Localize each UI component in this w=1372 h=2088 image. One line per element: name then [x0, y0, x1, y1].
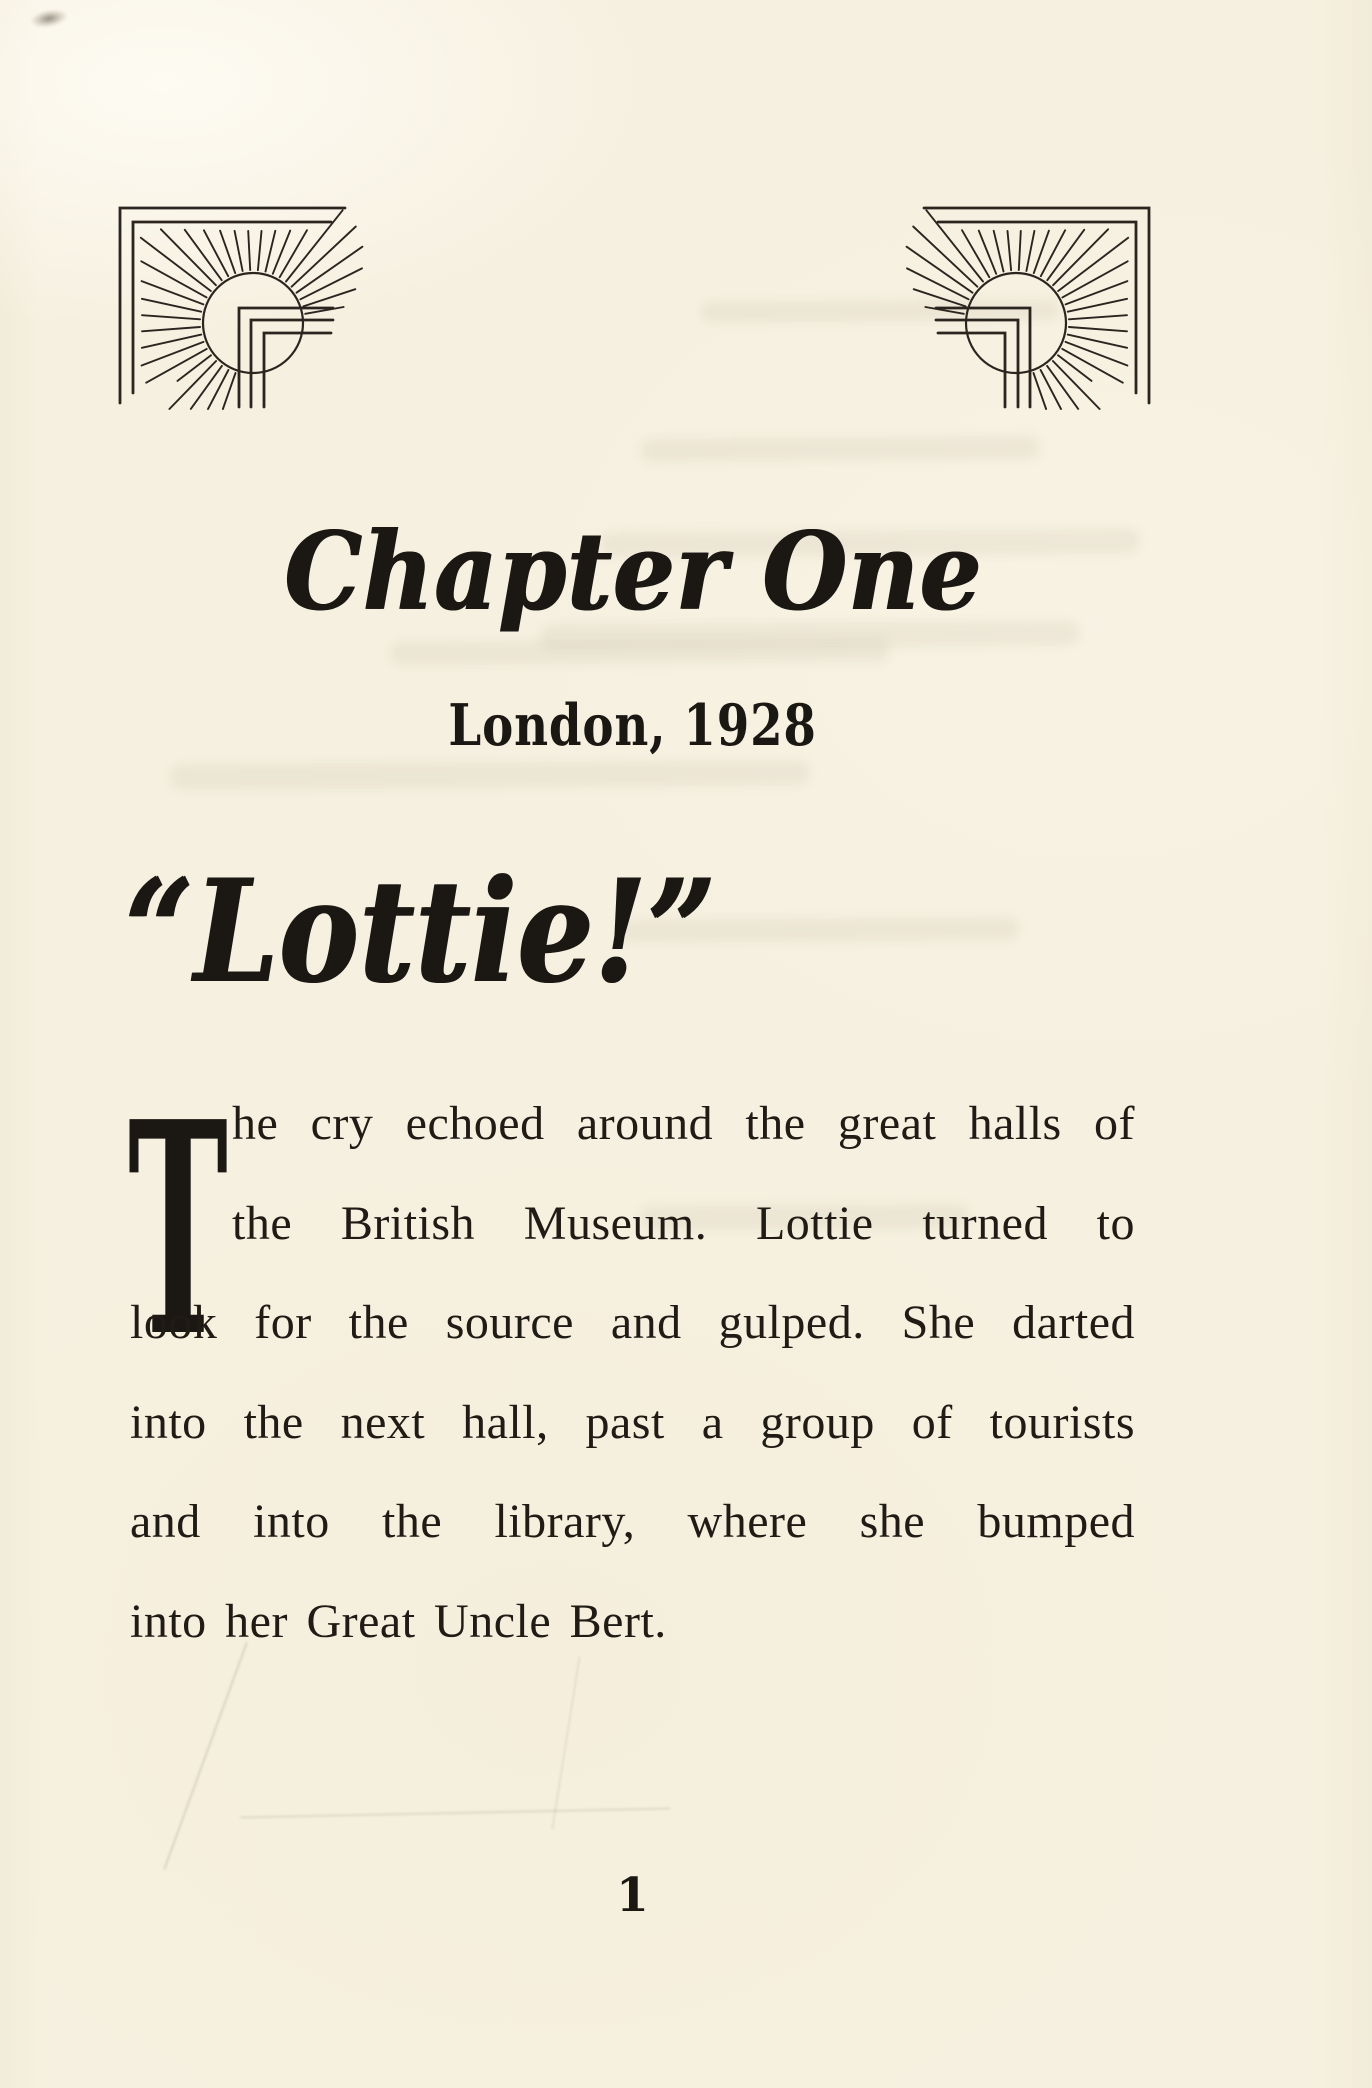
chapter-opening — [124, 0, 1135, 2088]
drop-cap: T — [128, 1058, 228, 1401]
chapter-subtitle — [130, 692, 1135, 759]
body-line: into her Great Uncle Bert. — [130, 1594, 667, 1648]
body-line: and into the library, where she bumped — [130, 1495, 1135, 1548]
body-line: the British Museum. Lottie turned to — [232, 1196, 1135, 1250]
opening-exclamation-text: “Lottie!” — [124, 849, 716, 1015]
chapter-title — [130, 508, 1135, 638]
body-line: look for the source and gulped. She darted — [130, 1296, 1135, 1349]
chapter-subtitle-text: London, 1928 — [448, 692, 817, 759]
chapter-title-text: Chapter One — [283, 509, 982, 635]
body-text — [128, 1058, 1135, 1671]
scan-smudge — [29, 7, 69, 30]
page-number: 1 — [616, 1868, 649, 1923]
body-line: into the next hall, past a group of tourists — [130, 1395, 1135, 1449]
opening-exclamation — [124, 849, 829, 1015]
body-line: he cry echoed around the great halls of — [232, 1097, 1135, 1150]
